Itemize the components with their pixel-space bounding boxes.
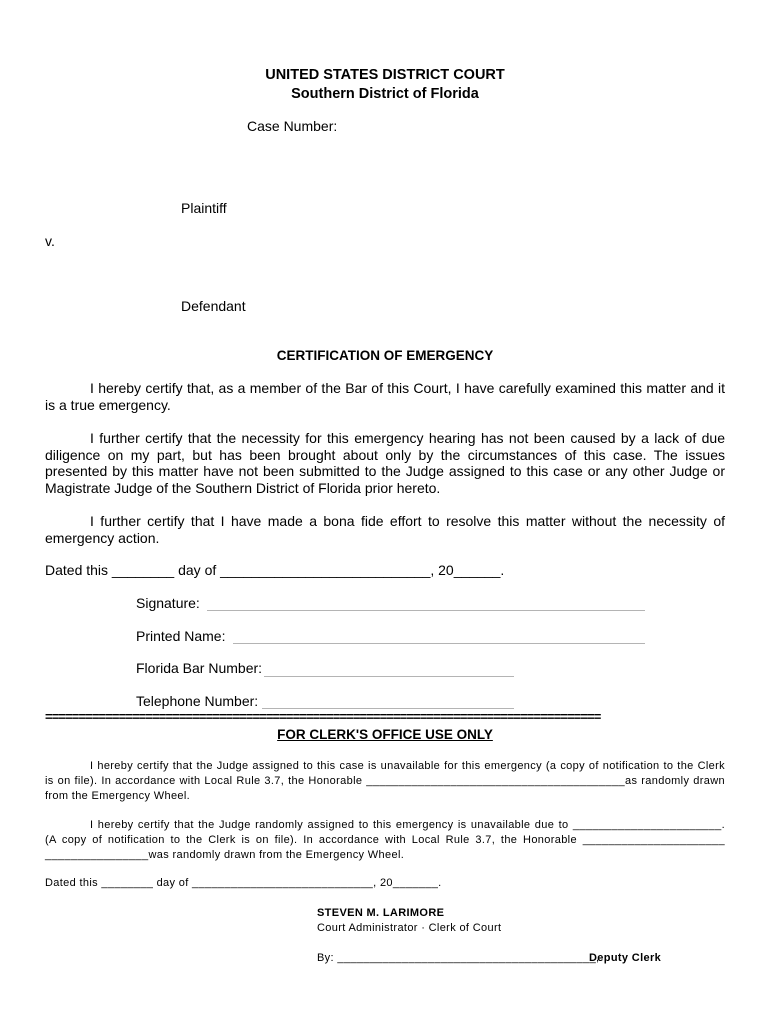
administrator-name: STEVEN M. LARIMORE	[317, 907, 445, 919]
clerk-paragraph-2: I hereby certify that the Judge randomly assigned to this emergency is unavailable due to _______________________. (A copy of notification to the Clerk is on file). In accordance with Local Rule 3.7, the Honorable ______________________ ________________was randomly drawn from the Emergency Wheel.	[45, 819, 725, 861]
clerk-section-title: FOR CLERK'S OFFICE USE ONLY	[277, 727, 493, 742]
certification-paragraph-3: I further certify that I have made a bona fide effort to resolve this matter without the necessity of emergency action.	[45, 513, 725, 546]
plaintiff-label: Plaintiff	[181, 200, 227, 216]
section-separator: ===================================================================================	[45, 709, 601, 724]
certification-paragraph-1: I hereby certify that, as a member of the Bar of this Court, I have carefully examined this matter and it is a true emergency.	[45, 380, 725, 413]
clerk-dated-line: Dated this ________ day of ____________________________, 20_______.	[45, 877, 442, 889]
court-title: UNITED STATES DISTRICT COURT	[265, 67, 505, 83]
printed-name-line[interactable]	[233, 643, 645, 644]
case-number-label: Case Number:	[247, 118, 338, 134]
printed-name-label: Printed Name:	[136, 628, 226, 644]
defendant-label: Defendant	[181, 298, 246, 314]
signature-label: Signature:	[136, 595, 200, 611]
bar-number-label: Florida Bar Number:	[136, 660, 263, 676]
clerk-paragraph-1: I hereby certify that the Judge assigned to this case is unavailable for this emergency (a copy of notification to the Clerk is on file). In accordance with Local Rule 3.7, the Honorable ________________________________________as randomly drawn from the Emergency Wheel.	[45, 760, 725, 802]
administrator-title: Court Administrator · Clerk of Court	[317, 922, 502, 934]
district-title: Southern District of Florida	[291, 86, 479, 102]
by-signature-line[interactable]: By: ________________________________________,	[317, 952, 600, 964]
bar-number-line[interactable]	[264, 676, 514, 677]
dated-line: Dated this ________ day of ___________________________, 20______.	[45, 562, 505, 578]
versus-label: v.	[45, 233, 55, 249]
certification-title: CERTIFICATION OF EMERGENCY	[276, 348, 494, 363]
deputy-clerk-label: Deputy Clerk	[589, 952, 662, 964]
signature-line[interactable]	[207, 610, 645, 611]
certification-paragraph-2: I further certify that the necessity for this emergency hearing has not been caused by a lack of due diligence on my part, but has been brought about only by the circumstances of this case. The issues presented by this matter have not been submitted to the Judge assigned to this case or any other Judge or Magistrate Judge of the Southern District of Florida prior hereto.	[45, 430, 725, 496]
telephone-label: Telephone Number:	[136, 693, 259, 709]
